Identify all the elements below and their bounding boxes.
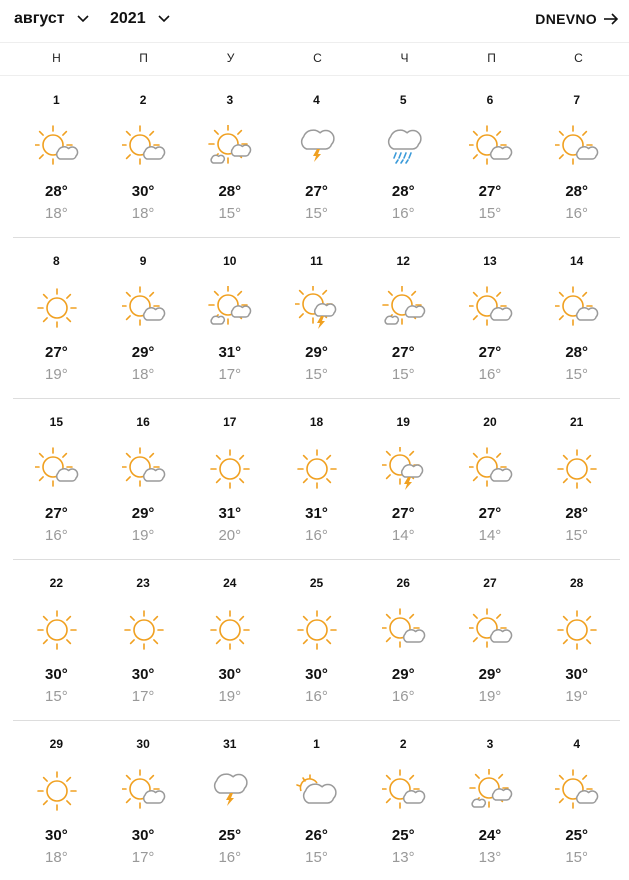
- day-number: 3: [486, 737, 494, 751]
- low-temperature: 16°: [305, 527, 328, 544]
- sun-cloud-thunder-icon: [295, 286, 339, 330]
- day-cell[interactable]: [360, 721, 447, 880]
- high-temperature: 27°: [391, 344, 415, 361]
- low-temperature: 19°: [218, 688, 242, 705]
- high-temperature: 30°: [131, 827, 155, 844]
- day-cell[interactable]: [13, 238, 100, 399]
- day-number: 1: [53, 93, 60, 107]
- day-cell[interactable]: [100, 399, 187, 560]
- day-number: 4: [313, 93, 320, 107]
- low-temperature: 16°: [305, 688, 328, 705]
- day-cell[interactable]: [13, 560, 100, 721]
- month-label: август: [14, 10, 65, 27]
- low-temperature: 18°: [45, 205, 68, 222]
- day-cell[interactable]: [360, 560, 447, 721]
- high-temperature: 31°: [305, 505, 328, 522]
- day-number: 31: [223, 737, 237, 751]
- low-temperature: 16°: [45, 527, 68, 544]
- high-temperature: 27°: [45, 505, 68, 522]
- sun-cloud-icon: [122, 769, 166, 813]
- sun-icon: [555, 608, 599, 652]
- low-temperature: 15°: [45, 688, 68, 705]
- day-cell[interactable]: [100, 77, 187, 238]
- high-temperature: 30°: [131, 183, 155, 200]
- day-number: 26: [396, 576, 410, 590]
- low-temperature: 19°: [45, 366, 68, 383]
- low-temperature: 18°: [131, 366, 155, 383]
- day-number: 2: [399, 737, 407, 751]
- high-temperature: 29°: [131, 505, 155, 522]
- high-temperature: 29°: [305, 344, 328, 361]
- high-temperature: 28°: [391, 183, 415, 200]
- sun-cloud-icon: [469, 125, 513, 169]
- high-temperature: 30°: [131, 666, 155, 683]
- sun-icon: [35, 608, 79, 652]
- day-number: 8: [53, 254, 60, 268]
- day-cell[interactable]: [100, 721, 187, 880]
- weekday-label: Н: [52, 51, 61, 65]
- day-number: 18: [309, 415, 324, 429]
- sun-cloud-icon: [35, 447, 79, 491]
- sun-cloud-icon: [122, 286, 166, 330]
- day-number: 29: [49, 737, 64, 751]
- day-cell[interactable]: [186, 560, 273, 721]
- day-cell[interactable]: [186, 77, 273, 238]
- high-temperature: 28°: [45, 183, 68, 200]
- high-temperature: 29°: [478, 666, 502, 683]
- low-temperature: 13°: [478, 849, 502, 866]
- sun-cloud-icon: [382, 608, 426, 652]
- daily-link-label: DNEVNO: [535, 11, 597, 27]
- cloud-rain-icon: [382, 125, 426, 169]
- sun-cloud-thunder-icon: [382, 447, 426, 491]
- sun-two-clouds-icon: [382, 286, 426, 330]
- low-temperature: 15°: [305, 849, 328, 866]
- chevron-down-icon: [158, 15, 170, 23]
- month-select[interactable]: [14, 10, 89, 28]
- low-temperature: 15°: [305, 205, 328, 222]
- day-cell[interactable]: [447, 77, 534, 238]
- high-temperature: 24°: [478, 827, 502, 844]
- low-temperature: 16°: [391, 205, 415, 222]
- day-number: 4: [573, 737, 581, 751]
- low-temperature: 14°: [478, 527, 502, 544]
- sun-cloud-icon: [122, 447, 166, 491]
- low-temperature: 19°: [478, 688, 502, 705]
- day-number: 6: [486, 93, 494, 107]
- sun-cloud-icon: [555, 286, 599, 330]
- low-temperature: 17°: [131, 849, 155, 866]
- low-temperature: 17°: [131, 688, 155, 705]
- day-number: 24: [223, 576, 237, 590]
- day-number: 3: [226, 93, 234, 107]
- low-temperature: 17°: [218, 366, 242, 383]
- calendar-header: [0, 0, 629, 40]
- week-row: [13, 399, 620, 560]
- day-cell[interactable]: [447, 238, 534, 399]
- weekday-header-row: [0, 42, 629, 76]
- sun-icon: [35, 286, 79, 330]
- day-cell[interactable]: [13, 399, 100, 560]
- high-temperature: 27°: [305, 183, 328, 200]
- weekday-label: У: [226, 51, 235, 65]
- day-number: 19: [396, 415, 410, 429]
- day-number: 23: [136, 576, 150, 590]
- daily-forecast-link[interactable]: [535, 11, 619, 27]
- high-temperature: 31°: [218, 505, 242, 522]
- day-cell[interactable]: [533, 721, 620, 880]
- high-temperature: 27°: [45, 344, 68, 361]
- arrow-right-icon: [603, 13, 619, 25]
- high-temperature: 25°: [218, 827, 242, 844]
- sun-cloud-icon: [35, 125, 79, 169]
- low-temperature: 16°: [218, 849, 242, 866]
- low-temperature: 16°: [565, 205, 589, 222]
- day-cell[interactable]: [360, 238, 447, 399]
- high-temperature: 27°: [478, 183, 502, 200]
- day-cell[interactable]: [100, 560, 187, 721]
- high-temperature: 25°: [391, 827, 415, 844]
- day-number: 2: [139, 93, 147, 107]
- day-number: 11: [310, 254, 323, 268]
- sun-cloud-icon: [555, 769, 599, 813]
- sun-icon: [208, 447, 252, 491]
- low-temperature: 19°: [565, 688, 589, 705]
- day-cell[interactable]: [100, 238, 187, 399]
- weekday-label: П: [139, 51, 148, 65]
- low-temperature: 15°: [305, 366, 328, 383]
- chevron-down-icon: [77, 15, 89, 23]
- day-cell[interactable]: [273, 399, 360, 560]
- low-temperature: 16°: [478, 366, 502, 383]
- weekday-label: П: [487, 51, 496, 65]
- sun-two-clouds-icon: [469, 769, 513, 813]
- high-temperature: 26°: [305, 827, 328, 844]
- day-cell[interactable]: [533, 238, 620, 399]
- day-number: 27: [483, 576, 497, 590]
- high-temperature: 29°: [391, 666, 415, 683]
- day-number: 12: [396, 254, 410, 268]
- day-cell[interactable]: [13, 721, 100, 880]
- low-temperature: 19°: [131, 527, 155, 544]
- day-number: 16: [136, 415, 150, 429]
- day-number: 21: [569, 415, 584, 429]
- sun-icon: [295, 608, 339, 652]
- sun-icon: [122, 608, 166, 652]
- day-cell[interactable]: [533, 560, 620, 721]
- day-number: 14: [569, 254, 584, 268]
- high-temperature: 31°: [218, 344, 242, 361]
- high-temperature: 28°: [565, 183, 589, 200]
- high-temperature: 29°: [131, 344, 155, 361]
- low-temperature: 15°: [391, 366, 415, 383]
- low-temperature: 18°: [131, 205, 155, 222]
- low-temperature: 15°: [478, 205, 502, 222]
- high-temperature: 30°: [45, 827, 68, 844]
- day-cell[interactable]: [533, 77, 620, 238]
- day-cell[interactable]: [533, 399, 620, 560]
- day-number: 9: [139, 254, 147, 268]
- cloud-thunder-icon: [208, 769, 252, 813]
- low-temperature: 15°: [565, 849, 589, 866]
- week-row: [13, 77, 620, 238]
- high-temperature: 28°: [565, 505, 589, 522]
- low-temperature: 14°: [391, 527, 415, 544]
- day-number: 15: [49, 415, 64, 429]
- low-temperature: 13°: [391, 849, 415, 866]
- sun-cloud-icon: [382, 769, 426, 813]
- year-select[interactable]: [110, 10, 170, 28]
- sun-two-clouds-icon: [208, 125, 252, 169]
- day-cell[interactable]: [13, 77, 100, 238]
- day-number: 17: [223, 415, 237, 429]
- weekday-label: С: [574, 51, 583, 65]
- high-temperature: 30°: [565, 666, 589, 683]
- day-cell[interactable]: [186, 399, 273, 560]
- sun-cloud-icon: [555, 125, 599, 169]
- week-row: [13, 560, 620, 721]
- weekday-label: Ч: [400, 51, 409, 65]
- sun-icon: [208, 608, 252, 652]
- low-temperature: 20°: [218, 527, 242, 544]
- day-number: 5: [399, 93, 407, 107]
- day-number: 13: [483, 254, 497, 268]
- week-row: [13, 238, 620, 399]
- day-cell[interactable]: [273, 77, 360, 238]
- day-number: 28: [569, 576, 584, 590]
- sun-cloud-icon: [122, 125, 166, 169]
- day-cell[interactable]: [360, 399, 447, 560]
- high-temperature: 30°: [305, 666, 328, 683]
- weekday-label: С: [313, 51, 322, 65]
- day-number: 20: [483, 415, 497, 429]
- sun-icon: [555, 447, 599, 491]
- cloud-sun-icon: [295, 769, 339, 813]
- high-temperature: 25°: [565, 827, 589, 844]
- sun-icon: [35, 769, 79, 813]
- day-number: 10: [223, 254, 237, 268]
- high-temperature: 27°: [478, 344, 502, 361]
- low-temperature: 16°: [391, 688, 415, 705]
- sun-cloud-icon: [469, 447, 513, 491]
- week-row: [13, 721, 620, 880]
- sun-cloud-icon: [469, 608, 513, 652]
- high-temperature: 30°: [45, 666, 68, 683]
- low-temperature: 15°: [565, 527, 589, 544]
- high-temperature: 30°: [218, 666, 242, 683]
- sun-two-clouds-icon: [208, 286, 252, 330]
- high-temperature: 28°: [565, 344, 589, 361]
- cloud-thunder-icon: [295, 125, 339, 169]
- high-temperature: 27°: [391, 505, 415, 522]
- low-temperature: 18°: [45, 849, 68, 866]
- high-temperature: 27°: [478, 505, 502, 522]
- day-cell[interactable]: [273, 721, 360, 880]
- day-number: 25: [309, 576, 324, 590]
- low-temperature: 15°: [565, 366, 589, 383]
- high-temperature: 28°: [218, 183, 242, 200]
- day-cell[interactable]: [186, 238, 273, 399]
- day-cell[interactable]: [273, 238, 360, 399]
- day-cell[interactable]: [273, 560, 360, 721]
- low-temperature: 15°: [218, 205, 242, 222]
- year-label: 2021: [110, 10, 146, 27]
- day-cell[interactable]: [186, 721, 273, 880]
- day-number: 1: [313, 737, 320, 751]
- day-number: 7: [573, 93, 581, 107]
- day-cell[interactable]: [447, 399, 534, 560]
- day-cell[interactable]: [360, 77, 447, 238]
- day-number: 22: [49, 576, 64, 590]
- sun-icon: [295, 447, 339, 491]
- sun-cloud-icon: [469, 286, 513, 330]
- day-cell[interactable]: [447, 560, 534, 721]
- day-number: 30: [136, 737, 150, 751]
- day-cell[interactable]: [447, 721, 534, 880]
